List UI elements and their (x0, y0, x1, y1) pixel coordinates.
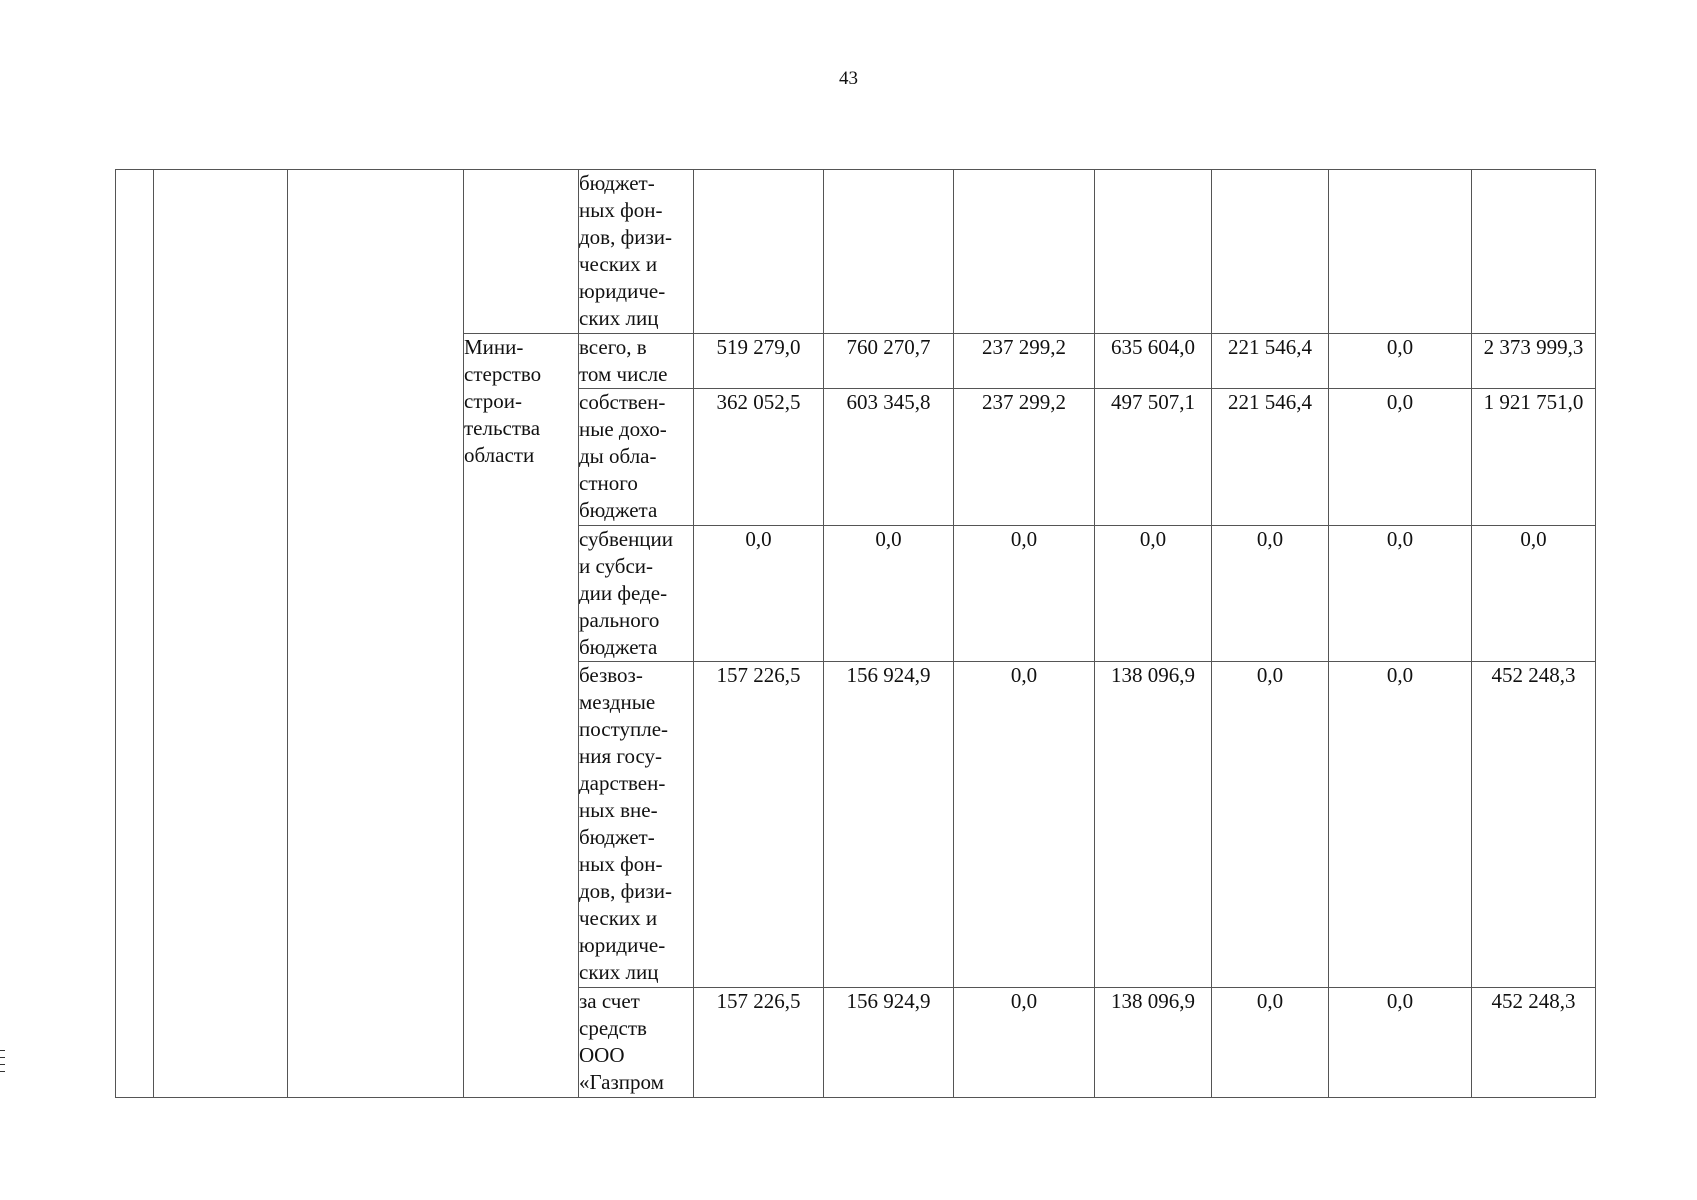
value-cell: 0,0 (1329, 334, 1472, 389)
value-cell: 0,0 (1212, 526, 1329, 662)
funding-source-label: всего, в том числе (579, 334, 694, 389)
value-cell: 0,0 (1329, 988, 1472, 1098)
value-cell: 0,0 (694, 526, 824, 662)
value-cell: 519 279,0 (694, 334, 824, 389)
value-cell: 157 226,5 (694, 988, 824, 1098)
total-cell: 2 373 999,3 (1472, 334, 1596, 389)
total-cell: 0,0 (1472, 526, 1596, 662)
value-cell: 221 546,4 (1212, 334, 1329, 389)
funding-source-label: собствен- ные дохо- ды обла- стного бюджета (579, 389, 694, 526)
budget-table (115, 169, 1596, 1098)
funding-source-label: безвоз- мездные поступле- ния госу- дарствен- ных вне- бюджет- ных фон- дов, физи- ческих и юридиче- ских лиц (579, 662, 694, 988)
value-cell: 0,0 (1095, 526, 1212, 662)
organization-cell-empty (464, 170, 579, 334)
value-cell: 0,0 (1329, 526, 1472, 662)
measure-column (154, 170, 288, 1098)
value-cell: 221 546,4 (1212, 389, 1329, 526)
page-number: 43 (839, 68, 858, 89)
total-cell: 1 921 751,0 (1472, 389, 1596, 526)
value-cell: 0,0 (954, 988, 1095, 1098)
value-cell: 0,0 (1329, 662, 1472, 988)
value-cell: 237 299,2 (954, 334, 1095, 389)
scan-edge-marks (0, 1050, 5, 1078)
value-cell: 760 270,7 (824, 334, 954, 389)
value-cell: 237 299,2 (954, 389, 1095, 526)
value-cell: 0,0 (1212, 988, 1329, 1098)
total-cell: 452 248,3 (1472, 988, 1596, 1098)
value-cell: 138 096,9 (1095, 662, 1212, 988)
value-cell: 497 507,1 (1095, 389, 1212, 526)
value-cell: 635 604,0 (1095, 334, 1212, 389)
value-cell: 0,0 (824, 526, 954, 662)
value-cell: 156 924,9 (824, 988, 954, 1098)
funding-source-label: субвенции и субси- дии феде- рального бюджета (579, 526, 694, 662)
value-cell: 157 226,5 (694, 662, 824, 988)
value-cell: 0,0 (1212, 662, 1329, 988)
value-cell: 362 052,5 (694, 389, 824, 526)
value-cell: 0,0 (954, 662, 1095, 988)
value-cell: 156 924,9 (824, 662, 954, 988)
index-column (116, 170, 154, 1098)
program-column (288, 170, 464, 1098)
table-row (116, 170, 1596, 334)
organization-name: Мини- стерство строи- тельства области (464, 334, 579, 1098)
total-cell: 452 248,3 (1472, 662, 1596, 988)
value-cell: 603 345,8 (824, 389, 954, 526)
value-cell: 0,0 (1329, 389, 1472, 526)
funding-source-label: бюджет- ных фон- дов, физи- ческих и юридиче- ских лиц (579, 170, 694, 334)
value-cell: 0,0 (954, 526, 1095, 662)
value-cell: 138 096,9 (1095, 988, 1212, 1098)
funding-source-label: за счет средств ООО «Газпром (579, 988, 694, 1098)
